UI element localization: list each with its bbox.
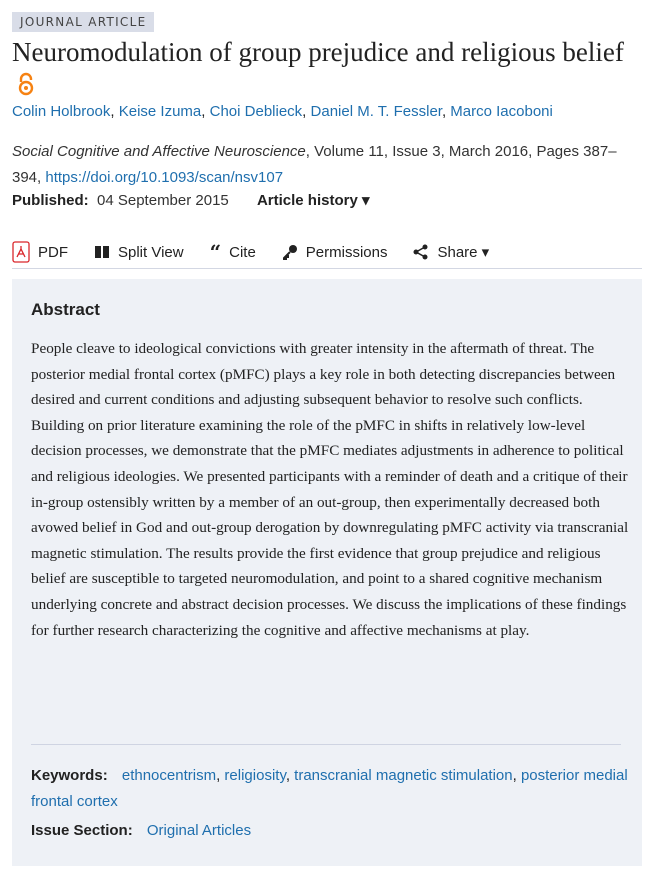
- article-title-text: Neuromodulation of group prejudice and religious belief: [12, 37, 624, 67]
- pdf-button[interactable]: [12, 241, 68, 263]
- citation-details: , Volume 11, Issue 3, March 2016, Pages 387–394,: [12, 143, 617, 186]
- separator: ,: [201, 103, 210, 120]
- abstract-text: People cleave to ideological convictions with greater intensity in the aftermath of threat. The posterior medial frontal cortex (pMFC) plays a key role in both detecting discrepancies between desired and current conditions and adjusting subsequent behavior to resolve such conflicts. Building on prior literature examining the role of the pMFC in shifts in relatively low-level decision processes, we demonstrate that the pMFC mediates adjustments in adherence to political and religious ideologies. We presented participants with a reminder of death and a critique of their in-group ostensibly written by a member of an out-group, then experimentally decreased both avowed belief in God and out-group derogation by downregulating pMFC activity via transcranial magnetic stimulation. The results provide the first evidence that group prejudice and religious belief are susceptible to targeted neuromodulation, and point to a shared cognitive mechanism underlying concrete and abstract decision processes. We discuss the implications of these findings for further research characterizing the cognitive and affective mechanisms at play.: [31, 340, 629, 639]
- permissions-button[interactable]: [282, 244, 388, 261]
- separator: ,: [441, 103, 451, 120]
- share-icon: [413, 244, 429, 260]
- publication-info: [12, 191, 370, 209]
- separator: ,: [302, 103, 311, 120]
- cite-label: Cite: [229, 243, 256, 261]
- article-toolbar: [12, 236, 642, 268]
- abstract-heading: Abstract: [31, 300, 100, 319]
- keyword-link[interactable]: religiosity: [224, 767, 286, 784]
- published-date: 04 September 2015: [97, 192, 229, 209]
- cite-button[interactable]: [209, 240, 256, 264]
- keyword-link[interactable]: posterior medial frontal cortex: [31, 767, 628, 810]
- article-history-dropdown[interactable]: Article history ▾: [256, 192, 370, 209]
- author-list: [12, 103, 553, 120]
- journal-name: Social Cognitive and Affective Neuroscience: [12, 143, 306, 160]
- keywords: [31, 763, 631, 815]
- permissions-label: Permissions: [305, 243, 388, 261]
- keyword-link[interactable]: ethnocentrism: [121, 767, 217, 784]
- issue-section-link[interactable]: Original Articles: [146, 822, 252, 839]
- keywords-label: Keywords:: [31, 767, 108, 784]
- separator: ,: [512, 767, 521, 784]
- author-link[interactable]: Keise Izuma: [118, 103, 202, 120]
- doi-link[interactable]: https://doi.org/10.1093/scan/nsv107: [45, 169, 284, 186]
- author-link[interactable]: Choi Deblieck: [209, 103, 303, 120]
- abstract-section: [12, 279, 642, 866]
- page-title: [12, 36, 642, 103]
- abstract-divider: [31, 744, 621, 745]
- separator: ,: [216, 767, 225, 784]
- separator: ,: [285, 767, 295, 784]
- citation: [12, 139, 637, 191]
- key-icon: [282, 244, 298, 260]
- toolbar-divider: [12, 268, 642, 269]
- share-label: Share ▾: [437, 244, 490, 261]
- issue-section: [31, 822, 251, 839]
- share-dropdown[interactable]: [413, 243, 489, 261]
- pdf-icon: [12, 241, 30, 263]
- split-view-label: Split View: [118, 243, 184, 261]
- separator: ,: [110, 103, 119, 120]
- article-type-badge: JOURNAL ARTICLE: [12, 12, 154, 32]
- split-view-button[interactable]: [94, 244, 184, 261]
- open-access-lock-icon: [18, 71, 34, 103]
- published-label: Published:: [12, 192, 89, 209]
- author-link[interactable]: Daniel M. T. Fessler: [310, 103, 442, 120]
- author-link[interactable]: Colin Holbrook: [12, 103, 111, 120]
- author-link[interactable]: Marco Iacoboni: [450, 103, 553, 120]
- pdf-label: PDF: [38, 243, 68, 261]
- split-view-icon: [94, 245, 110, 259]
- issue-section-label: Issue Section:: [31, 822, 133, 839]
- keyword-link[interactable]: transcranial magnetic stimulation: [294, 767, 513, 784]
- quote-icon: “: [209, 240, 222, 264]
